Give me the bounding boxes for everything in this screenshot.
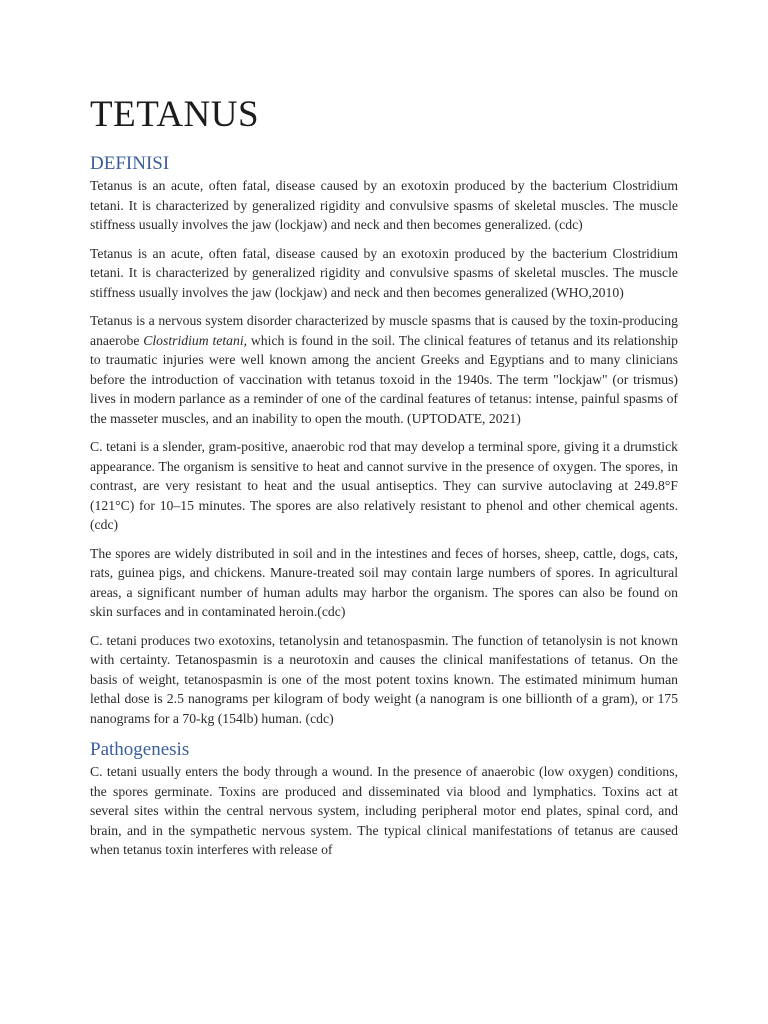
section-heading-definisi: DEFINISI: [90, 153, 170, 174]
paragraph-text: Tetanus is a nervous system disorder characterized by muscle spasms that is caused by the toxin-producing anaerobe: [90, 313, 678, 348]
paragraph-exotoxins: C. tetani produces two exotoxins, tetanolysin and tetanospasmin. The function of tetanolysin is not known with certainty. Tetanospasmin is a neurotoxin and causes the clinical manifestations of tetanus. On the basis of weight, tetanospasmin is one of the most potent toxins known. The estimated minimum human lethal dose is 2.5 nanograms per kilogram of body weight (a nanogram is one billionth of a gram), or 175 nanograms for a 70-kg (154lb) human. (cdc): [90, 632, 678, 726]
species-name-italic: Clostridium tetani: [143, 332, 244, 348]
section-heading-pathogenesis: Pathogenesis: [90, 739, 190, 760]
paragraph-definition-uptodate: [90, 311, 678, 428]
document-title: TETANUS: [90, 94, 260, 135]
paragraph-pathogenesis: C. tetani usually enters the body through a wound. In the presence of anaerobic (low oxygen) conditions, the spores germinate. Toxins are produced and disseminated via blood and lymphatics. Toxins act at several sites within the central nervous system, including peripheral motor end plates, spinal cord, and brain, and in the sympathetic nervous system. The typical clinical manifestations of tetanus are caused when tetanus toxin interferes with release of: [90, 764, 678, 857]
document-page: [90, 92, 678, 869]
paragraph-organism: C. tetani is a slender, gram-positive, anaerobic rod that may develop a terminal spore, giving it a drumstick appearance. The organism is sensitive to heat and cannot survive in the presence of oxygen. The spores, in contrast, are very resistant to heat and the usual antiseptics. They can survive autoclaving at 249.8°F (121°C) for 10–15 minutes. The spores are also relatively resistant to phenol and other chemical agents.(cdc): [90, 439, 678, 532]
paragraph-text: , which is found in the soil. The clinical features of tetanus and its relationship to traumatic injuries were well known among the ancient Greeks and Egyptians and to many clinicians before the introduction of vaccination with tetanus toxoid in the 1940s. The term "lockjaw" (or trismus) lives in modern parlance as a reminder of one of the cardinal features of tetanus: intense, painful spasms of the masseter muscles, and an inability to open the mouth. (UPTODATE, 2021): [90, 332, 678, 426]
paragraph-definition-cdc: Tetanus is an acute, often fatal, disease caused by an exotoxin produced by the bacterium Clostridium tetani. It is characterized by generalized rigidity and convulsive spasms of skeletal muscles. The muscle stiffness usually involves the jaw (lockjaw) and neck and then becomes generalized. (cdc): [90, 178, 678, 232]
paragraph-spores: The spores are widely distributed in soil and in the intestines and feces of horses, sheep, cattle, dogs, cats, rats, guinea pigs, and chickens. Manure-treated soil may contain large numbers of spores. In agricultural areas, a significant number of human adults may harbor the organism. The spores can also be found on skin surfaces and in contaminated heroin.(cdc): [90, 545, 678, 619]
paragraph-definition-who: Tetanus is an acute, often fatal, disease caused by an exotoxin produced by the bacterium Clostridium tetani. It is characterized by generalized rigidity and convulsive spasms of skeletal muscles. The muscle stiffness usually involves the jaw (lockjaw) and neck and then becomes generalized (WHO,2010): [90, 245, 678, 300]
